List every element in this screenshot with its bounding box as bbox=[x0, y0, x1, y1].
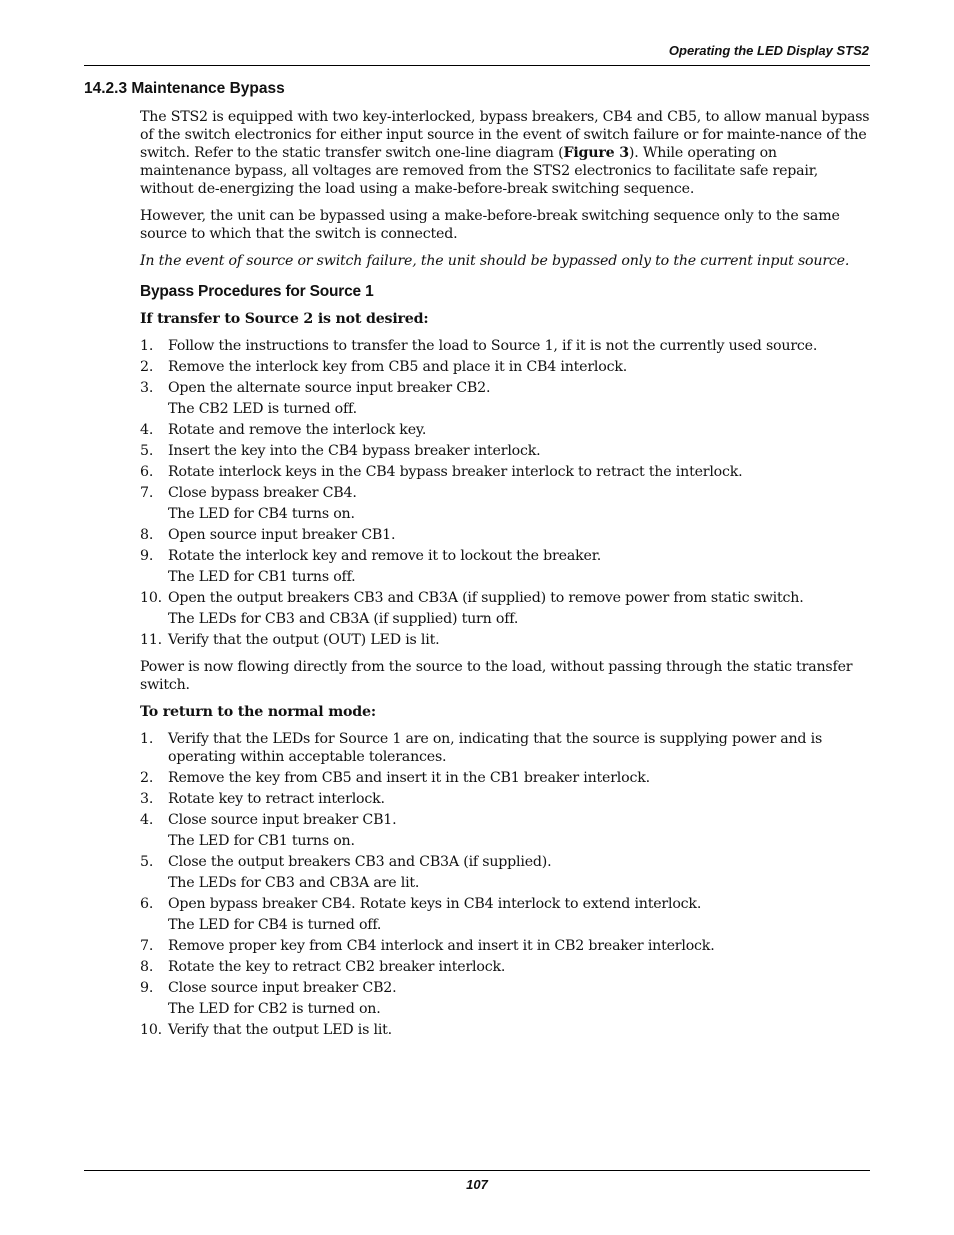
step-text: Follow the instructions to transfer the load to Source 1, if it is not the currently used source. bbox=[168, 338, 818, 354]
procedure-heading: Bypass Procedures for Source 1 bbox=[140, 283, 374, 300]
step-result: The LED for CB4 is turned off. bbox=[168, 917, 382, 933]
step-number: 2. bbox=[140, 770, 154, 786]
step-number: 8. bbox=[140, 527, 154, 543]
step-result: The LED for CB1 turns off. bbox=[168, 569, 356, 585]
intro-paragraph-1 bbox=[140, 108, 870, 198]
step-number: 7. bbox=[140, 938, 154, 954]
step-number: 10. bbox=[140, 590, 162, 606]
step-number: 7. bbox=[140, 485, 154, 501]
step-text: Rotate key to retract interlock. bbox=[168, 791, 385, 807]
step-item bbox=[140, 853, 870, 892]
step-item bbox=[140, 526, 870, 544]
step-item bbox=[140, 358, 870, 376]
step-number: 5. bbox=[140, 854, 154, 870]
step-text: Remove proper key from CB4 interlock and insert it in CB2 breaker interlock. bbox=[168, 938, 715, 954]
step-item bbox=[140, 589, 870, 628]
procedure-lead-2: To return to the normal mode: bbox=[140, 704, 376, 720]
step-item bbox=[140, 442, 870, 460]
after-steps-paragraph: Power is now flowing directly from the source to the load, without passing through the static transfer switch. bbox=[140, 659, 853, 693]
step-text: Open source input breaker CB1. bbox=[168, 527, 396, 543]
step-item bbox=[140, 937, 870, 955]
step-item bbox=[140, 337, 870, 355]
step-result: The LED for CB2 is turned on. bbox=[168, 1001, 381, 1017]
intro-text: The STS2 is equipped with two key-interlocked, bypass breakers, CB4 and CB5, to allow manual bypass of the switch electronics for either input source in the event of switch failure or for mainte-nance of the switch. Refer to the static transfer switch one-line diagram ( bbox=[140, 109, 870, 161]
figure-reference[interactable]: Figure 3 bbox=[563, 145, 629, 161]
step-text: Open bypass breaker CB4. Rotate keys in CB4 interlock to extend interlock. bbox=[168, 896, 702, 912]
step-number: 11. bbox=[140, 632, 162, 648]
step-item bbox=[140, 895, 870, 934]
step-text: Close source input breaker CB2. bbox=[168, 980, 397, 996]
step-text: Close bypass breaker CB4. bbox=[168, 485, 357, 501]
step-number: 3. bbox=[140, 791, 154, 807]
step-item bbox=[140, 379, 870, 418]
step-text: Verify that the output (OUT) LED is lit. bbox=[168, 632, 440, 648]
running-header: Operating the LED Display STS2 bbox=[668, 43, 869, 58]
section-heading: 14.2.3 Maintenance Bypass bbox=[84, 80, 285, 97]
step-result: The LED for CB1 turns on. bbox=[168, 833, 355, 849]
steps-list-2 bbox=[140, 730, 870, 1039]
step-text: Close source input breaker CB1. bbox=[168, 812, 397, 828]
step-number: 4. bbox=[140, 812, 154, 828]
header-divider bbox=[84, 65, 870, 66]
footer-divider bbox=[84, 1170, 870, 1171]
step-number: 10. bbox=[140, 1022, 162, 1038]
step-text: Open the output breakers CB3 and CB3A (if supplied) to remove power from static switch. bbox=[168, 590, 804, 606]
step-item bbox=[140, 811, 870, 850]
step-number: 9. bbox=[140, 548, 154, 564]
body-content bbox=[140, 108, 870, 1048]
step-item bbox=[140, 631, 870, 649]
step-number: 9. bbox=[140, 980, 154, 996]
step-number: 1. bbox=[140, 338, 154, 354]
step-text: Remove the interlock key from CB5 and place it in CB4 interlock. bbox=[168, 359, 628, 375]
step-text: Remove the key from CB5 and insert it in the CB1 breaker interlock. bbox=[168, 770, 650, 786]
step-item bbox=[140, 547, 870, 586]
steps-list-1 bbox=[140, 337, 870, 649]
step-item bbox=[140, 484, 870, 523]
step-text: Rotate the key to retract CB2 breaker interlock. bbox=[168, 959, 506, 975]
step-item bbox=[140, 979, 870, 1018]
step-number: 6. bbox=[140, 896, 154, 912]
intro-text: ). While operating on maintenance bypass, all voltages are removed from the STS2 electronics to facilitate safe repair, without de-energizing the load using a make-before-break switching sequence. bbox=[140, 145, 819, 197]
step-number: 2. bbox=[140, 359, 154, 375]
step-number: 8. bbox=[140, 959, 154, 975]
step-result: The LED for CB4 turns on. bbox=[168, 506, 355, 522]
step-text: Insert the key into the CB4 bypass breaker interlock. bbox=[168, 443, 541, 459]
step-item bbox=[140, 790, 870, 808]
step-result: The LEDs for CB3 and CB3A are lit. bbox=[168, 875, 420, 891]
step-number: 3. bbox=[140, 380, 154, 396]
page-number: 107 bbox=[466, 1177, 488, 1192]
step-number: 4. bbox=[140, 422, 154, 438]
step-item bbox=[140, 421, 870, 439]
step-text: Open the alternate source input breaker CB2. bbox=[168, 380, 491, 396]
step-item bbox=[140, 730, 870, 766]
step-result: The LEDs for CB3 and CB3A (if supplied) turn off. bbox=[168, 611, 519, 627]
intro-note: In the event of source or switch failure, the unit should be bypassed only to the current input source. bbox=[140, 253, 850, 269]
step-number: 6. bbox=[140, 464, 154, 480]
procedure-lead-1: If transfer to Source 2 is not desired: bbox=[140, 311, 429, 327]
step-text: Rotate and remove the interlock key. bbox=[168, 422, 427, 438]
step-result: The CB2 LED is turned off. bbox=[168, 401, 357, 417]
step-item bbox=[140, 958, 870, 976]
step-item bbox=[140, 769, 870, 787]
step-text: Rotate the interlock key and remove it to lockout the breaker. bbox=[168, 548, 602, 564]
step-item bbox=[140, 463, 870, 481]
intro-paragraph-2: However, the unit can be bypassed using a make-before-break switching sequence only to the same source to which that the switch is connected. bbox=[140, 208, 840, 242]
step-text: Rotate interlock keys in the CB4 bypass breaker interlock to retract the interlock. bbox=[168, 464, 743, 480]
step-number: 1. bbox=[140, 731, 154, 747]
step-text: Close the output breakers CB3 and CB3A (if supplied). bbox=[168, 854, 552, 870]
step-text: Verify that the output LED is lit. bbox=[168, 1022, 392, 1038]
step-number: 5. bbox=[140, 443, 154, 459]
step-item bbox=[140, 1021, 870, 1039]
step-text: Verify that the LEDs for Source 1 are on, indicating that the source is supplying power and is operating within acceptable tolerances. bbox=[168, 731, 823, 765]
